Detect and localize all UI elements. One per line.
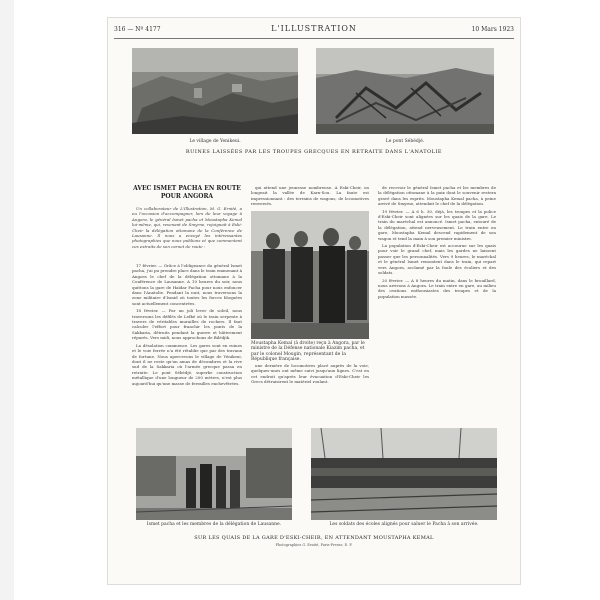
photo-village-yenikeui: [132, 48, 298, 134]
article-column-3: [378, 185, 496, 425]
col1-paragraph-1: 17 février. — Grâce à l'obligeance du général Ismet pacha, j'ai pu prendre place dans le train emmenant à Angora le chef de la délégation ottomane à la Conférence de Lausanne. A 10 heures du soir, nous quittons la gare de Haïdar Pacha pour nous enfoncer dans l'Anatolie. Pendant la nuit, nous traversons la zone militaire d'Ismid où toutes les forces bloquées sont actuellement concentrées.: [132, 263, 242, 306]
caption-bridge: Le pont Sébédjé.: [385, 139, 425, 144]
photo-ismet-delegation: [136, 428, 292, 520]
article-headline: AVEC ISMET PACHA EN ROUTE POUR ANGORA: [133, 185, 241, 200]
article-center-bottom: [251, 363, 369, 423]
col3-paragraph-3: La population d'Eski-Cheir est accourue sur les quais pour voir le grand chef, mais les gardes ne laissent passer que les personnalités. Vers 9 heures, le maréchal et le général Ismet remontent dans le train, qui repart vers Angora, acclamé par la foule des écoliers et des soldats.: [378, 243, 496, 276]
article-column-1: [132, 263, 242, 425]
article-column-2: [251, 185, 369, 209]
caption-village: Le village de Yenikeui.: [189, 139, 241, 144]
col1-paragraph-2: 18 février. — Par un joli lever de soleil, nous traversons les défilés de Lefké où le train serpente à travers de véritables murailles de rochers. Il faut calculer l'effort pour franchir les ponts de la Sakkaria, détruits pendant la guerre et hâtivement réparés. Vers midi, nous approchons de Bilédjik.: [132, 308, 242, 341]
book-spine: [0, 0, 14, 600]
col2-paragraph-1: qui attend une jeunesse nombreuse. A Eski-Cheir, on longeait la vallée de Karn-Sou. La faute est impressionnant : des terrains de wagons, de locomotives renversés.: [251, 185, 369, 207]
center-bottom-paragraph: une dernière de locomotives placé auprès de la voie, quelques-unes ont même suivi jusqu'aux lignes. C'est en cet endroit qu'après leur évacuation d'Eski-Cheir les Grecs détruisirent le matériel roulant.: [251, 363, 369, 385]
ruins-banner: RUINES LAISSÉES PAR LES TROUPES GRECQUES EN RETRAITE DANS L'ANATOLIE: [185, 149, 443, 155]
photo-soldiers-lined: [311, 428, 497, 520]
article-intro: [132, 206, 242, 251]
col3-paragraph-1: de recevoir le général Ismet pacha et les membres de la délégation ottomane à la paix dont le souvenir restera gravé dans les esprits. Moustapha Kemal pacha, à peine arrivé de Smyrne, attendait le chef de la délégation.: [378, 185, 496, 207]
masthead: L'ILLUSTRATION: [271, 24, 357, 33]
issue-date: 10 Mars 1923: [471, 26, 514, 33]
photo-pont-sebedje: [316, 48, 494, 134]
photo-spread-title: SUR LES QUAIS DE LA GARE D'ESKI-CHEIR, EN ATTENDANT MOUSTAPHA KEMAL: [194, 535, 434, 541]
photo-credit: Photographies G. Ernité, Paris-Presse, E. F.: [275, 543, 353, 547]
caption-soldiers: Les soldats des écoles alignés pour saluer le Pacha à son arrivée.: [329, 522, 479, 527]
intro-paragraph: Un collaborateur de L'Illustration, M. G. Ernité, a eu l'occasion d'accompagner, lors de leur voyage à Angora, le général Ismet pacha et Moustapha Kemal lui-même, qui, revenant de Smyrne, rejoignait à Eski-Cheir la délégation ottomane de la Conférence de Lausanne. Il nous a envoyé les intéressantes photographies que nous publions et que commentent ces extraits de son carnet de route :: [132, 206, 242, 249]
col3-paragraph-2: 19 février. — A 6 h. 30, déjà, les troupes et la police d'Eski-Cheir sont alignées sur les quais de la gare. Le train du maréchal est annoncé. Ismet pacha, entouré de la délégation, attend nerveusement. Le train entre en gare, Moustapha Kemal descend rapidement de son wagon et tend la main à son premier ministre.: [378, 208, 496, 241]
col3-paragraph-4: 20 février. — A 8 heures du matin, dans le brouillard, nous arrivons à Angora. Le train entre en gare, au milieu des ovations enthousiastes des troupes et de la population massée.: [378, 277, 496, 299]
col1-paragraph-3: La désolation commence. Les gares sont en ruines et le voie ferrée n'a été rétablie que par des travaux de fortune. Nous apercevons le village de Yénikeui, dont il ne reste qu'un amas de décombres et la rive sud de la Sakkaria où l'armée grecque passa en retraite. Le pont Sébédjé, superbe construction métallique d'une longueur de 200 mètres, n'est plus aujourd'hui qu'une masse de ferrailles enchevêtrées.: [132, 342, 242, 386]
magazine-page: [108, 18, 520, 584]
caption-ismet: Ismet pacha et les membres de la délégation de Lausanne.: [146, 522, 282, 527]
photo-kemal-reception: [251, 211, 369, 339]
page-number: 316 — Nº 4177: [114, 26, 161, 33]
header-rule: [114, 38, 514, 39]
page-header: [114, 24, 514, 36]
caption-kemal: Moustapha Kemal (à droite) reçu à Angora, par le ministre de la Défense nationale Kiazim pacha, et par le colonel Mougin, représentant de la République française.: [251, 341, 365, 363]
